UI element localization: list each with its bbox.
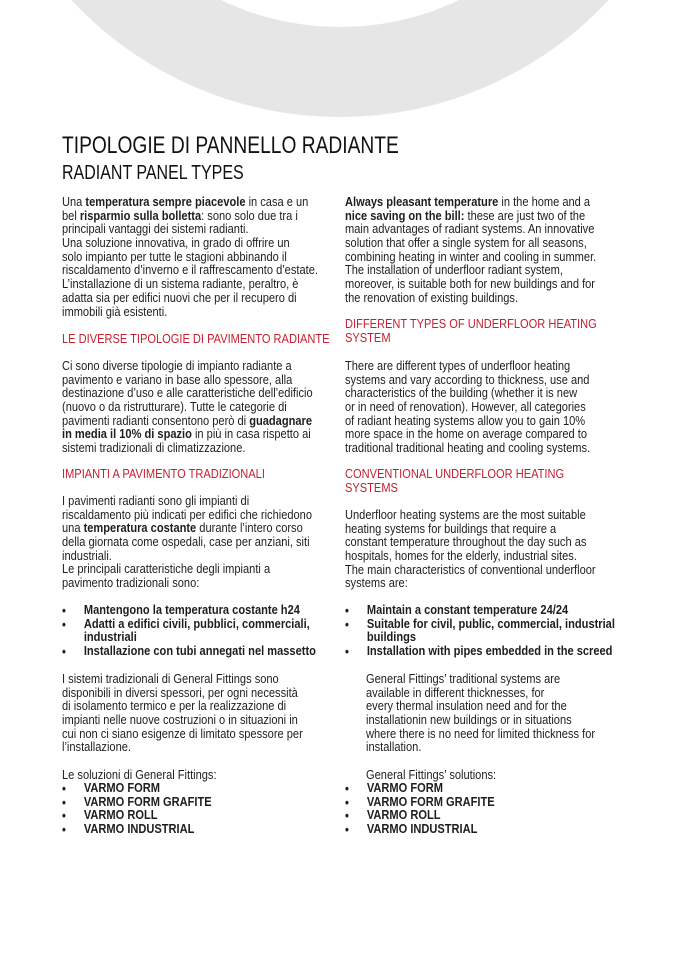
text: of radiant heating systems allow you to gain 10% [345,412,586,428]
text-line [62,291,318,305]
text: The installation of underfloor radiant system, [345,262,563,278]
text: The main characteristics of conventional underfloor [345,561,596,577]
text: riscaldamento d’inverno e il raffrescamento d’estate. [62,262,318,278]
text: the renovation of existing buildings. [345,289,519,305]
text: SYSTEMS [345,479,398,495]
text-line [345,400,590,414]
text: pavimenti radianti consentono però di [62,412,250,428]
text-line [366,672,595,686]
text: della giornata come ospedali, case per anziani, siti [62,534,310,550]
list-item [62,808,212,822]
text: installationin new buildings or in situations [366,712,572,728]
bullet-icon: • [62,603,66,618]
text: General Fittings’ traditional systems are [366,671,561,686]
text: DIFFERENT TYPES OF UNDERFLOOR HEATING [345,316,597,331]
text-line [62,332,330,346]
list-item [345,617,615,644]
text-line [62,222,318,236]
text-line [62,386,313,400]
features-list-en [345,603,615,658]
bullet-icon: • [62,644,66,660]
text-line [62,277,318,291]
text-line [366,727,595,741]
text-line [62,441,313,455]
text-line [62,672,303,686]
text: General Fittings’ solutions: [366,767,497,782]
bullet-icon: • [345,616,349,632]
intro-paragraph-en [345,195,596,305]
text-line [366,740,595,754]
list-item-text: Mantengono la temperatura costante h24 [83,602,300,617]
list-item-text: Adatti a edifici civili, pubblici, commerciali, [83,615,310,631]
text-line [345,386,590,400]
text-line [62,562,312,576]
text: adatta sia per edifici nuovi che per il recupero di [62,289,297,305]
text-line [345,331,597,345]
list-item [345,808,495,822]
text: Le principali caratteristiche degli impianti a [62,561,271,577]
page-title: TIPOLOGIE DI PANNELLO RADIANTE [62,132,399,159]
bullet-icon: • [62,781,66,796]
list-item-text: VARMO ROLL [83,807,158,823]
list-item-text: Suitable for civil, public, commercial, industrial [366,615,615,631]
bold-text: guadagnare [249,412,313,428]
text: CONVENTIONAL UNDERFLOOR HEATING [345,466,565,481]
text-line [62,727,303,741]
section-heading-conventional-it [62,467,265,481]
conventional-paragraph-en [345,508,596,590]
text: destinazione d’uso e alle caratteristiche dell’edificio [62,385,313,401]
features-list-it [62,603,316,658]
text: : sono solo due tra i [201,207,298,223]
text-line [345,535,596,549]
list-item-text: VARMO INDUSTRIAL [83,821,195,837]
text-line [345,508,596,522]
text: (nuovo o da ristrutturare). Tutte le categorie di [62,399,287,415]
text: Una soluzione innovativa, in grado di offrire un [62,235,290,251]
products-list-it [62,781,212,836]
text: Underfloor heating systems are the most suitable [345,507,586,522]
bullet-icon: • [62,808,66,824]
list-item [345,822,495,836]
list-item [62,603,316,617]
text-line [62,427,313,441]
text: immobili già esistenti. [62,303,168,319]
list-item-text: VARMO FORM [366,780,443,795]
text-line [62,195,318,209]
text: impianti nelle nuove costruzioni o in situazioni in [62,712,298,728]
text-line [62,373,313,387]
list-item-text: buildings [366,629,417,645]
text-line [62,535,312,549]
text: traditional traditional heating and cooling systems. [345,440,591,456]
bullet-icon: • [345,603,349,618]
text: Ci sono diverse tipologie di impianto radiante a [62,358,292,373]
text-line [62,549,312,563]
list-item-text: Installazione con tubi annegati nel massetto [83,643,316,659]
text: There are different types of underfloor heating [345,358,571,373]
text: in più in casa rispetto ai [191,426,311,442]
bullet-icon: • [345,794,349,810]
text: I pavimenti radianti sono gli impianti di [62,493,250,508]
text-line [345,222,596,236]
text: Le soluzioni di General Fittings: [62,767,217,782]
bullet-icon: • [345,644,349,660]
text: bel [62,207,80,223]
text: riscaldamento più indicati per edifici che richiedono [62,506,313,522]
bullet-icon: • [62,794,66,810]
list-item-text: VARMO FORM GRAFITE [83,793,212,809]
text: di isolamento termico e per la realizzazione di [62,698,287,714]
conventional-paragraph-it [62,494,312,590]
text: characteristics of the building (whether it is new [345,385,578,401]
text-line [62,250,318,264]
text: SYSTEM [345,329,391,345]
text-line [62,359,313,373]
text-line [62,494,312,508]
bold-text: risparmio sulla bolletta [79,207,202,223]
text-line [366,699,595,713]
text: systems are: [345,575,408,591]
products-list-en [345,781,495,836]
text: una [62,520,84,536]
text-line [345,563,596,577]
text: LE DIVERSE TIPOLOGIE DI PAVIMENTO RADIANTE [62,331,330,346]
text: industriali. [62,547,112,563]
text-line [345,549,596,563]
text-line [345,522,596,536]
list-item [345,781,495,795]
bullet-icon: • [62,822,66,838]
text-line [62,740,303,754]
list-item [345,603,615,617]
text: where there is no need for limited thickness for [366,725,596,741]
text-line [62,467,265,481]
decorative-ring [0,0,677,130]
text-line [62,209,318,223]
text: in casa e un [245,194,309,209]
intro-paragraph-it [62,195,318,318]
list-item [62,781,212,795]
text: combining heating in winter and cooling in summer. [345,248,597,264]
list-item [345,644,615,658]
text-line [345,291,596,305]
text: main advantages of radiant systems. An innovative [345,221,595,237]
section-heading-types-en [345,317,597,344]
text-line [345,441,590,455]
list-item [62,644,316,658]
text-line [345,263,596,277]
text: hospitals, homes for the elderly, industrial sites. [345,548,577,564]
text-line [62,508,312,522]
bullet-icon: • [62,616,66,632]
bold-text: temperatura costante [83,520,197,536]
text: moreover, is suitable both for new buildings and for [345,276,596,292]
text-line [366,686,595,700]
text-line [345,427,590,441]
text: more space in the home on average compared to [345,426,588,442]
text-line [62,400,313,414]
general-fittings-paragraph-en [366,672,595,754]
text-line [345,576,596,590]
list-item [62,822,212,836]
bold-text: nice saving on the bill: [345,207,465,223]
text-line [345,277,596,291]
text-line [62,576,312,590]
list-item-text: VARMO ROLL [366,807,441,823]
text-line [345,317,597,331]
text: solution that offer a single system for all seasons, [345,235,587,251]
text: available in different thicknesses, for [366,684,545,700]
bullet-icon: • [345,781,349,796]
text: durante l’intero corso [196,520,303,536]
list-item-text: Installation with pipes embedded in the screed [366,643,613,659]
text: systems and vary according to thickness, use and [345,371,590,387]
text-line [345,481,564,495]
text: Una [62,194,86,209]
list-item-text: industriali [83,629,137,645]
bold-text: temperatura sempre piacevole [85,194,246,209]
text: l’installazione. [62,739,131,755]
text: these are just two of the [464,207,586,223]
bold-text: in media il 10% di spazio [62,426,192,442]
text-line [62,713,303,727]
text: cui non ci siano esigenze di limitato spessore per [62,725,303,741]
text-line [366,713,595,727]
text-line [62,686,303,700]
section-heading-types-it [62,332,330,346]
bullet-icon: • [345,808,349,824]
bold-text: Always pleasant temperature [345,194,499,209]
text: pavimento e variano in base allo spessore, alla [62,371,293,387]
text-line [62,699,303,713]
text: heating systems for buildings that require a [345,520,557,536]
text-line [62,521,312,535]
text: IMPIANTI A PAVIMENTO TRADIZIONALI [62,466,265,481]
general-fittings-paragraph-it [62,672,303,754]
text: solo impianto per tutte le stagioni abbinando il [62,248,287,264]
text: pavimento tradizionali sono: [62,575,200,591]
list-item-text: VARMO INDUSTRIAL [366,821,478,837]
text-line [62,305,318,319]
list-item [62,795,212,809]
text-line [345,195,596,209]
text-line [345,236,596,250]
text-line [345,467,564,481]
text: or in need of renovation). However, all categories [345,399,586,415]
text: in the home and a [498,194,591,209]
text-line [345,209,596,223]
page-subtitle: RADIANT PANEL TYPES [62,162,244,184]
text-line [62,414,313,428]
text: disponibili in diversi spessori, per ogni necessità [62,684,298,700]
list-item-text: VARMO FORM [83,780,160,795]
text: I sistemi tradizionali di General Fittings sono [62,671,279,686]
list-item-text: Maintain a constant temperature 24/24 [366,602,569,617]
text-line [62,263,318,277]
text-line [345,414,590,428]
types-paragraph-it [62,359,313,455]
text-line [62,236,318,250]
text: sistemi tradizionali di climatizzazione. [62,440,246,456]
bullet-icon: • [345,822,349,838]
text: every thermal insulation need and for the [366,698,567,714]
text: principali vantaggi dei sistemi radianti. [62,221,249,237]
text-line [345,359,590,373]
list-item [62,617,316,644]
list-item-text: VARMO FORM GRAFITE [366,793,495,809]
text-line [345,373,590,387]
text: constant temperature throughout the day such as [345,534,587,550]
text: L’installazione di un sistema radiante, peraltro, è [62,276,299,292]
list-item [345,795,495,809]
text: installation. [366,739,422,755]
text-line [345,250,596,264]
types-paragraph-en [345,359,590,455]
section-heading-conventional-en [345,467,564,494]
